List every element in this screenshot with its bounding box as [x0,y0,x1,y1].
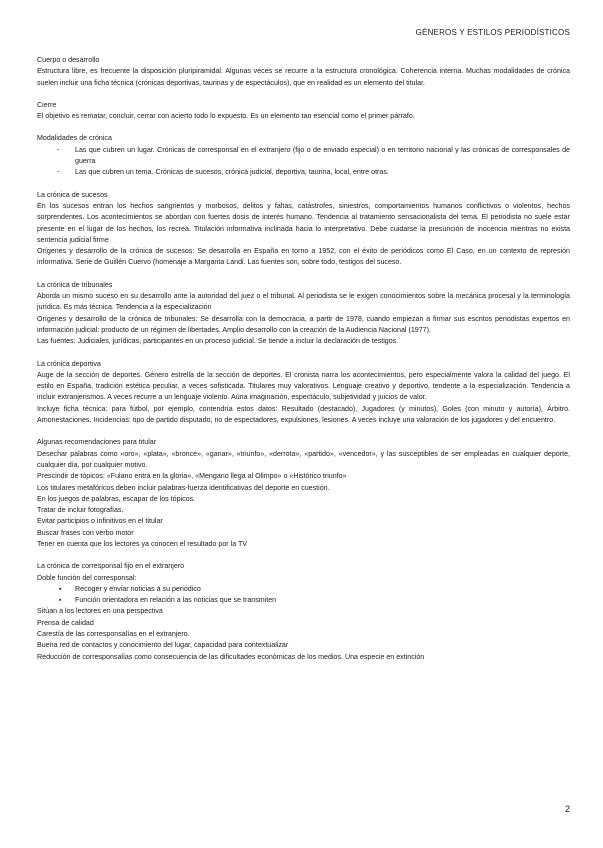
section-heading: Algunas recomendaciones para titular [37,438,157,447]
paragraph: Orígenes y desarrollo de la crónica de sucesos: Se desarrolla en España en torno a 1952, con el éxito de periódicos como El Caso, en un contexto de represión informativa. Serie de Guillén Cuervo (homenaje a Margarita Landi. Las fuentes son, sobre todo, testigos del suceso. [37,247,570,267]
paragraph: Sitúan a los lectores en una perspectiva [37,607,163,616]
section-heading: Cierre [37,100,57,109]
paragraph: Aborda un mismo suceso en su desarrollo ante la autoridad del juez o el tribunal. Al periodista se le exigen conocimientos sobre la mecánica procesal y la terminología jurídica. Es más técnica. Tendencia a la especialización [37,292,570,312]
paragraph: Doble función del corresponsal: [37,573,137,582]
paragraph: Orígenes y desarrollo de la crónica de tribunales: Se desarrolla con la democracia, a partir de 1978, cuando empiezan a firmar sus escritos periodistas expertos en información judicial: producto de un régimen de libertades. Amplio desarrollo con la creación de la Audiencia Nacional (1977). [37,314,570,334]
running-header: GÉNEROS Y ESTILOS PERIODÍSTICOS [415,28,570,37]
list-item: ▪ Recoger y enviar noticias a su periódico [37,584,570,595]
paragraph: Prescindir de tópicos: «Fulano entra en la gloria», «Mengano llega al Olimpo» o «Histórico triunfo» [37,472,347,481]
paragraph: Las fuentes: Judiciales, jurídicas, participantes en un proceso judicial. Se tiende a incluir la declaración de testigos. [37,337,399,346]
section-heading: Modalidades de crónica [37,134,112,143]
section-heading: Cuerpo o desarrollo [37,56,100,64]
list-item: ▪ Función orientadora en relación a las noticias que se transmiten [37,595,570,606]
paragraph: Los titulares metafóricos deben incluir palabras-fuerza identificativas del deporte en cuestión. [37,483,330,492]
section-corresponsal [37,561,570,663]
paragraph: Evitar participios o infinitivos en el titular [37,517,163,526]
section-heading: La crónica de tribunales [37,280,113,289]
paragraph: Prensa de calidad [37,618,94,627]
section-heading: La crónica de sucesos [37,190,108,199]
bullet-list [37,145,570,179]
section-cierre [37,100,570,123]
paragraph: Desechar palabras como «oro», «plata», «bronce», «ganar», «triunfo», «derrota», «partido», «vencedor», y las susceptibles de ser empleadas en cualquier deporte, cualquier día, por cualquier motivo. [37,449,570,469]
paragraph: Carestía de las corresponsalías en el extranjero. [37,630,190,639]
list-item: - Las que cubren un lugar. Crónicas de corresponsal en el extranjero (fijo o de enviado especial) o en territorio nacional y las crónicas de corresponsales de guerra [37,145,570,168]
paragraph: Buena red de contactos y conocimiento del lugar, capacidad para contextualizar [37,641,289,650]
paragraph: Reducción de corresponsalías como consecuencia de las dificultades económicas de los medios. Una especie en extinción [37,652,425,661]
paragraph: Estructura libre, es frecuente la disposición pluripiramidal. Algunas veces se recurre a la estructura cronológica. Coherencia interna. Muchas modalidades de crónica suelen incluir una ficha técnica (crónicas deportivas, taurinas y de espectáculos), que en realidad es un elemento del titular. [37,67,570,87]
paragraph: El objetivo es rematar, concluir, cerrar con acierto todo lo expuesto. Es un elemento tan esencial como el primer párrafo. [37,112,415,121]
paragraph: Buscar frases con verbo motor [37,528,134,537]
paragraph: Auge de la sección de deportes. Género estrella de la sección de deportes. El cronista narra los acontecimientos, pero especialmente valora la calidad del juego. El estilo en España, tradición estética peculiar, a veces sofisticada. Titulares muy valorativos. Lenguaje creativo y deportivo, tendente a la especialización. Tendencia a incluir extranjerismos. A veces recurre a un lenguaje violento. Aúna imaginación, espectáculo, subjetividad y juicios de valor. [37,370,570,402]
document-body [37,55,570,663]
list-item: - Las que cubren un tema. Crónicas de sucesos, crónica judicial, deportiva, taurina, local, entre otras. [37,167,570,178]
paragraph: Tratar de incluir fotografías. [37,506,124,515]
section-cuerpo [37,55,570,89]
section-tribunales [37,280,570,348]
section-modalidades [37,133,570,178]
section-heading: La crónica deportiva [37,359,101,368]
bullet-list [37,584,570,607]
paragraph: Tener en cuenta que los lectores ya conocen el resultado por la TV [37,539,248,548]
section-heading: La crónica de corresponsal fijo en el extranjero [37,562,185,571]
section-sucesos [37,190,570,269]
paragraph: Incluye ficha técnica: para fútbol, por ejemplo, contendría estos datos: Resultado (destacado), Jugadores (y minutos), Goles (con minuto y autoría), Árbitro. Amonestaciones. Incidencias: tipo de partido disputado, no de espectadores, expulsiones, lesiones. A veces incluye una valoración de los jugadores y del encuentro. [37,404,570,425]
section-recomendaciones [37,437,570,550]
paragraph: En los juegos de palabras, escapar de los tópicos. [37,494,196,503]
page-number: 2 [564,804,570,814]
section-deportiva [37,359,570,427]
paragraph: En los sucesos entran los hechos sangrientos y morbosos, delitos y faltas, catástrofes, siniestros, comportamientos humanos conflictivos o violentos, hechos sorprendentes. Los acontecimientos se abordan con fuertes dosis de interés humano. Tendencia al tratamiento sensacionalista del tema. El periodista no suele estar presente en el lugar de los hechos, los recrea. Titulación informativa inclinada hacia lo interpretativo. Debe cuidarse la presunción de inocencia mientras no exista sentencia judicial firme [37,201,570,244]
